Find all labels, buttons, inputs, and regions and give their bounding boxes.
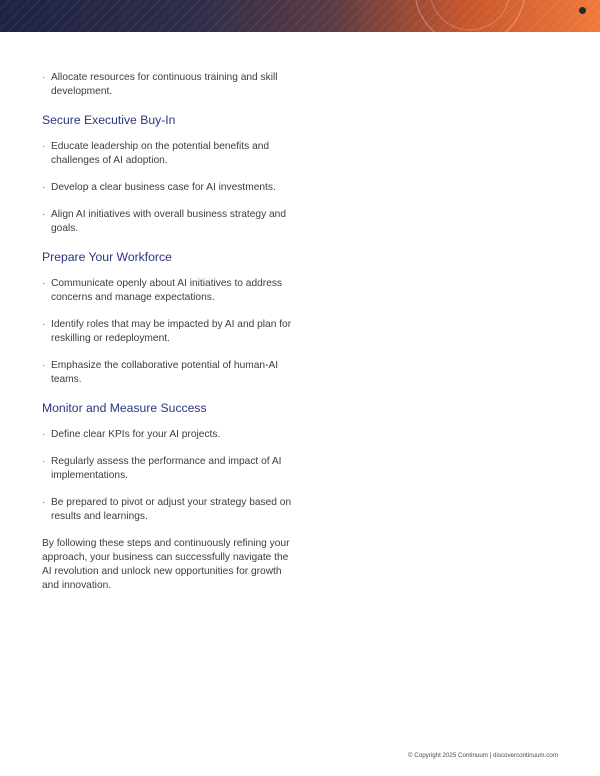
header-banner — [0, 0, 600, 32]
bullet-icon: · — [42, 141, 46, 152]
bullet-icon: · — [42, 456, 46, 467]
list-item — [42, 277, 292, 305]
list-item-text: Identify roles that may be impacted by AI and plan for reskilling or redeployment. — [51, 319, 292, 344]
list-item — [42, 496, 292, 524]
bullet-icon: · — [42, 360, 46, 371]
bullet-icon: · — [42, 72, 46, 83]
section-heading-monitor-success: Monitor and Measure Success — [42, 401, 207, 415]
banner-dot-icon — [579, 7, 586, 14]
list-item-text: Be prepared to pivot or adjust your strategy based on results and learnings. — [51, 497, 292, 522]
list-item — [42, 181, 292, 195]
section-heading-executive-buy-in: Secure Executive Buy-In — [42, 113, 176, 127]
list-item — [42, 140, 292, 168]
list-item-text: Align AI initiatives with overall business strategy and goals. — [51, 209, 286, 234]
list-item — [42, 359, 292, 387]
footer-website-link[interactable]: discovercontinuum.com — [493, 752, 558, 759]
list-item — [42, 208, 292, 236]
bullet-icon: · — [42, 319, 46, 330]
list-item-text: Educate leadership on the potential benefits and challenges of AI adoption. — [51, 141, 270, 166]
list-item-text: Define clear KPIs for your AI projects. — [51, 429, 221, 440]
footer-copyright: © Copyright 2025 Continuum — [408, 752, 488, 759]
list-item — [42, 71, 292, 99]
banner-pattern — [0, 0, 600, 32]
bullet-icon: · — [42, 497, 46, 508]
bullet-icon: · — [42, 182, 46, 193]
list-item-text: Develop a clear business case for AI investments. — [51, 182, 276, 193]
list-item-text: Communicate openly about AI initiatives to address concerns and manage expectations. — [51, 278, 283, 303]
list-item-text: Emphasize the collaborative potential of human-AI teams. — [51, 360, 279, 385]
closing-paragraph: By following these steps and continuously refining your approach, your business can successfully navigate the AI revolution and unlock new opportunities for growth and innovation. — [42, 538, 290, 591]
list-item — [42, 318, 292, 346]
footer-separator: | — [489, 752, 492, 759]
list-item — [42, 428, 292, 442]
section-heading-prepare-workforce: Prepare Your Workforce — [42, 250, 172, 264]
bullet-icon: · — [42, 429, 46, 440]
list-item — [42, 455, 292, 483]
footer — [408, 752, 558, 759]
bullet-icon: · — [42, 278, 46, 289]
list-item-text: Allocate resources for continuous training and skill development. — [51, 72, 278, 97]
bullet-icon: · — [42, 209, 46, 220]
list-item-text: Regularly assess the performance and impact of AI implementations. — [51, 456, 282, 481]
page-content — [42, 71, 292, 603]
